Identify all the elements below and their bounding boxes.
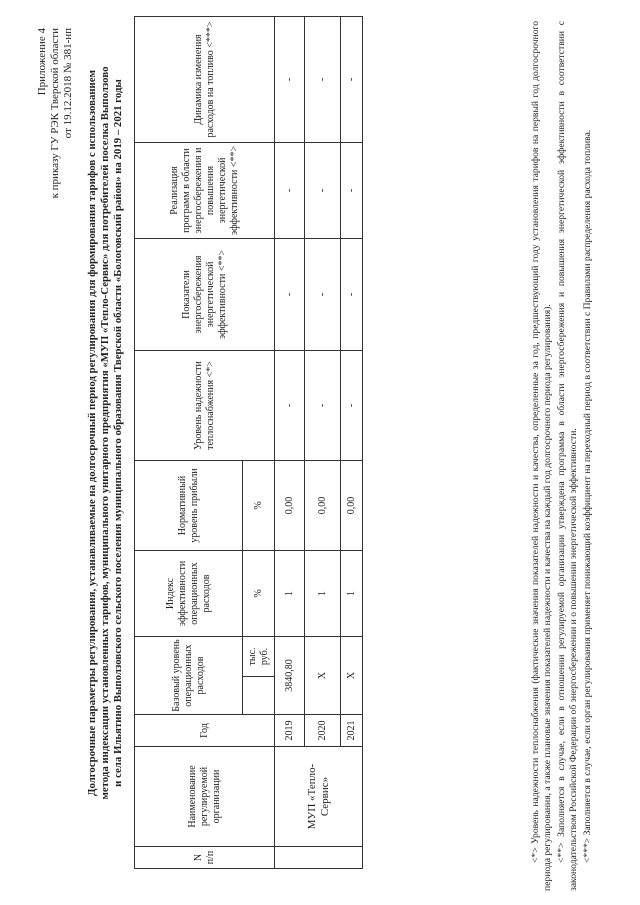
- row-1-reliability: -: [275, 351, 305, 461]
- row-2-profit: 0,00: [305, 461, 341, 551]
- header-num: N п/п: [135, 847, 275, 869]
- row-num: [275, 847, 363, 869]
- row-2-year: 2020: [305, 715, 341, 747]
- appendix-header: [36, 28, 75, 198]
- row-1-energy: -: [275, 239, 305, 351]
- appendix-number: Приложение 4: [36, 28, 48, 96]
- header-year: Год: [135, 715, 275, 747]
- row-2-base: X: [305, 637, 341, 715]
- header-org: Наименование регулируемой организации: [135, 747, 275, 847]
- footnote-2: <**> Заполняется в случае, если в отношении регулируемой организации утверждена программа в области энергосбережения и повышения энергетической эффективности в соответствии с законодательством Российской Федерации об энергосбережении и о повышении энергетической эффективности.: [556, 21, 579, 891]
- org-name-cell: МУП «Тепло-Сервис»: [275, 747, 363, 847]
- document-title: [86, 23, 125, 843]
- row-3-base: X: [341, 637, 363, 715]
- header-profit: Нормативный уровень прибыли: [135, 461, 243, 551]
- title-line-2: метода индексации установленных тарифов, муниципального унитарного предприятия «МУП «Тепло-Сервис» для потребителей поселка Выползово: [99, 66, 111, 800]
- footnote-3: <***> Заполняется в случае, если орган регулирования применяет понижающий коэффициент на переходный период в соответствии с Правилами распределения расхода топлива.: [582, 129, 593, 863]
- row-3-reliability: -: [341, 351, 363, 461]
- row-2-program: -: [305, 143, 341, 239]
- footnote-1: <*> Уровень надежности теплоснабжения (фактические значения показателей надежности и качества, определенные за год, предшествующий году установления тарифов на первый год долгосрочного периода регулирования, а также плановые значения показателей надежности и качества на каждый год долгосрочного периода регулирования).: [530, 21, 553, 891]
- parameters-table: [134, 16, 363, 869]
- title-line-1: Долгосрочные параметры регулирования, устанавливаемые на долгосрочный период регулирования для формирования тарифов с использованием: [86, 70, 98, 796]
- row-1-program: -: [275, 143, 305, 239]
- row-1-year: 2019: [275, 715, 305, 747]
- row-2-fuel: -: [305, 17, 341, 143]
- row-1-index: 1: [275, 551, 305, 637]
- row-1-profit: 0,00: [275, 461, 305, 551]
- appendix-order-ref: к приказу ГУ РЭК Тверской области: [49, 28, 61, 199]
- row-3-fuel: -: [341, 17, 363, 143]
- row-3-program: -: [341, 143, 363, 239]
- unit-base: тыс. руб.: [243, 637, 275, 677]
- row-3-index: 1: [341, 551, 363, 637]
- row-1-base: 3840,80: [275, 637, 305, 715]
- row-3-profit: 0,00: [341, 461, 363, 551]
- header-program: Реализация программ в области энергосбережения и повышения энергетической эффективности <**>: [135, 143, 275, 239]
- appendix-order-date: от 19.12.2018 № 381-нп: [62, 28, 74, 139]
- row-2-energy: -: [305, 239, 341, 351]
- header-efficiency-index: Индекс эффективности операционных расходов: [135, 551, 243, 637]
- row-3-year: 2021: [341, 715, 363, 747]
- unit-index: %: [243, 551, 275, 637]
- row-2-index: 1: [305, 551, 341, 637]
- row-3-energy: -: [341, 239, 363, 351]
- footnotes: [530, 21, 596, 891]
- row-1-fuel: -: [275, 17, 305, 143]
- header-reliability: Уровень надежности теплоснабжения <*>: [135, 351, 275, 461]
- row-2-reliability: -: [305, 351, 341, 461]
- unit-profit: %: [243, 461, 275, 551]
- header-base-opex: Базовый уровень операционных расходов: [135, 637, 243, 715]
- header-energy-saving: Показатели энергосбережения энергетической эффективности <**>: [135, 239, 275, 351]
- title-line-3: и села Ильятино Выползовского сельского поселения муниципального образования Тверской области «Бологовский район» на 2019 – 2021 годы: [112, 79, 124, 787]
- header-fuel: Динамика изменения расходов на топливо <***>: [135, 17, 275, 143]
